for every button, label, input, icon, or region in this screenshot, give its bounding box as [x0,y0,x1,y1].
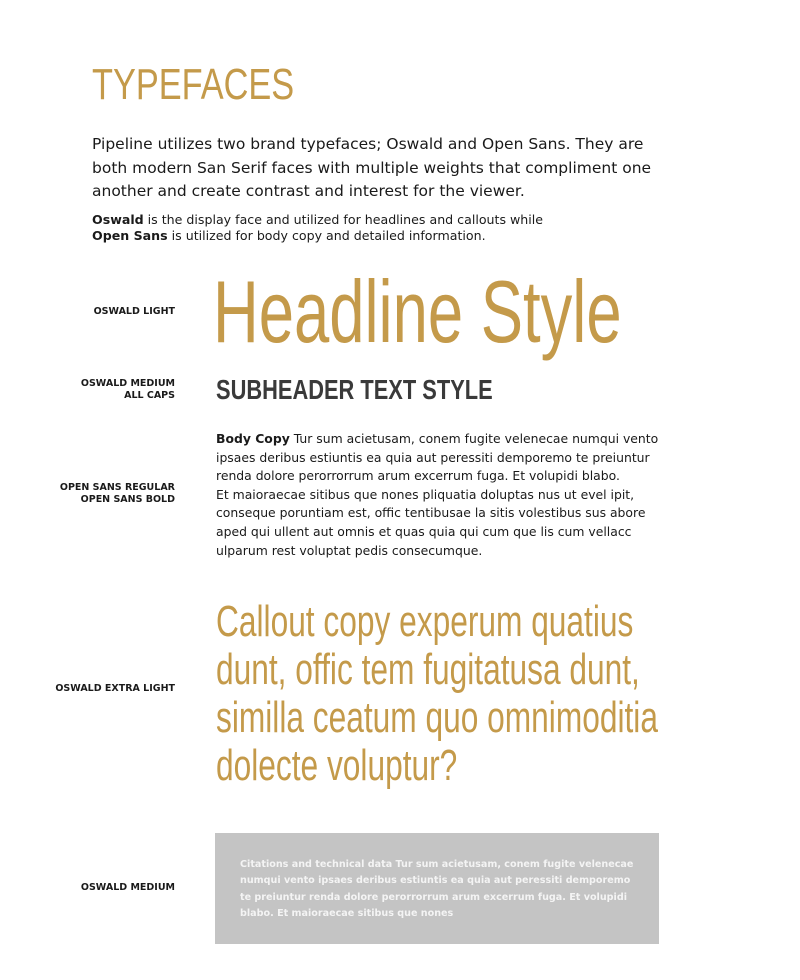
body-copy-line: ipsaes deribus estiuntis ea quia aut peressiti demporemo te preiuntur [216,449,650,465]
citation-line: blabo. Et maioraecae sitibus que nones [240,907,454,919]
body-copy-line: conseque poruntiam est, offic tentibusae la sitis volestibus sus abore [216,505,646,521]
body-copy-style-label [60,482,175,506]
citation-line: Citations and technical data Tur sum acietusam, conem fugite velenecae [240,859,634,870]
callout-style-label-text: OSWALD EXTRA LIGHT [55,683,175,694]
body-copy-line: Et maioraecae sitibus que nones pliquatia doluptas nus ut evel ipit, [216,486,635,502]
subheader-label-line1: OSWALD MEDIUM [80,378,175,389]
citation-line: numqui vento ipsaes deribus estiuntis ea quia aut peressiti demporemo [240,875,631,887]
citation-sample [240,857,640,922]
open-sans-usage: is utilized for body copy and detailed information. [167,228,486,243]
body-copy-sample [216,430,661,560]
body-copy-line: Body Copy Tur sum acietusam, conem fugite velenecae numqui vento [216,431,659,446]
page-title: TYPEFACES [92,60,295,109]
headline-style-label-text: OSWALD LIGHT [93,306,175,317]
body-copy-bold-lead: Body Copy [216,431,290,446]
oswald-name: Oswald [92,212,144,227]
typeface-usage-note [92,212,592,244]
body-copy-line: renda dolore perorrorrum arum excerrum fuga. Et volupidi blabo. [216,468,620,484]
callout-line: dunt, offic tem fugitatusa dunt, [216,645,640,694]
callout-style-label [55,683,175,695]
oswald-usage: is the display face and utilized for headlines and callouts while [143,212,544,227]
headline-sample: Headline Style [213,262,622,361]
citation-line: te preiuntur renda dolore perorrorrum arum excerrum fuga. Et volupidi [240,891,627,903]
intro-paragraph: Pipeline utilizes two brand typefaces; Oswald and Open Sans. They are both modern San Serif faces with multiple weights that compliment one another and create contrast and interest for the viewer. [92,135,652,200]
citation-box [215,833,659,944]
headline-style-label [94,306,175,318]
body-label-line1: OPEN SANS REGULAR [59,482,175,493]
subheader-label-line2: ALL CAPS [124,390,175,401]
citation-style-label [81,882,175,894]
citation-style-label-text: OSWALD MEDIUM [80,882,175,893]
body-copy-line: ulparum rest voluptat pedis consecumque. [216,542,483,558]
callout-line: similla ceatum quo omnimoditia [216,693,658,742]
subheader-sample: SUBHEADER TEXT STYLE [216,374,493,405]
callout-line: dolecte voluptur? [216,741,458,790]
subheader-style-label [81,378,175,402]
callout-sample [216,598,662,790]
callout-line: Callout copy experum quatius [216,597,634,646]
open-sans-name: Open Sans [92,228,168,243]
body-copy-line: aped qui ullent aut omnis et quas quia qui cum que lis cum vellacc [216,523,632,539]
body-label-line2: OPEN SANS BOLD [80,494,175,505]
